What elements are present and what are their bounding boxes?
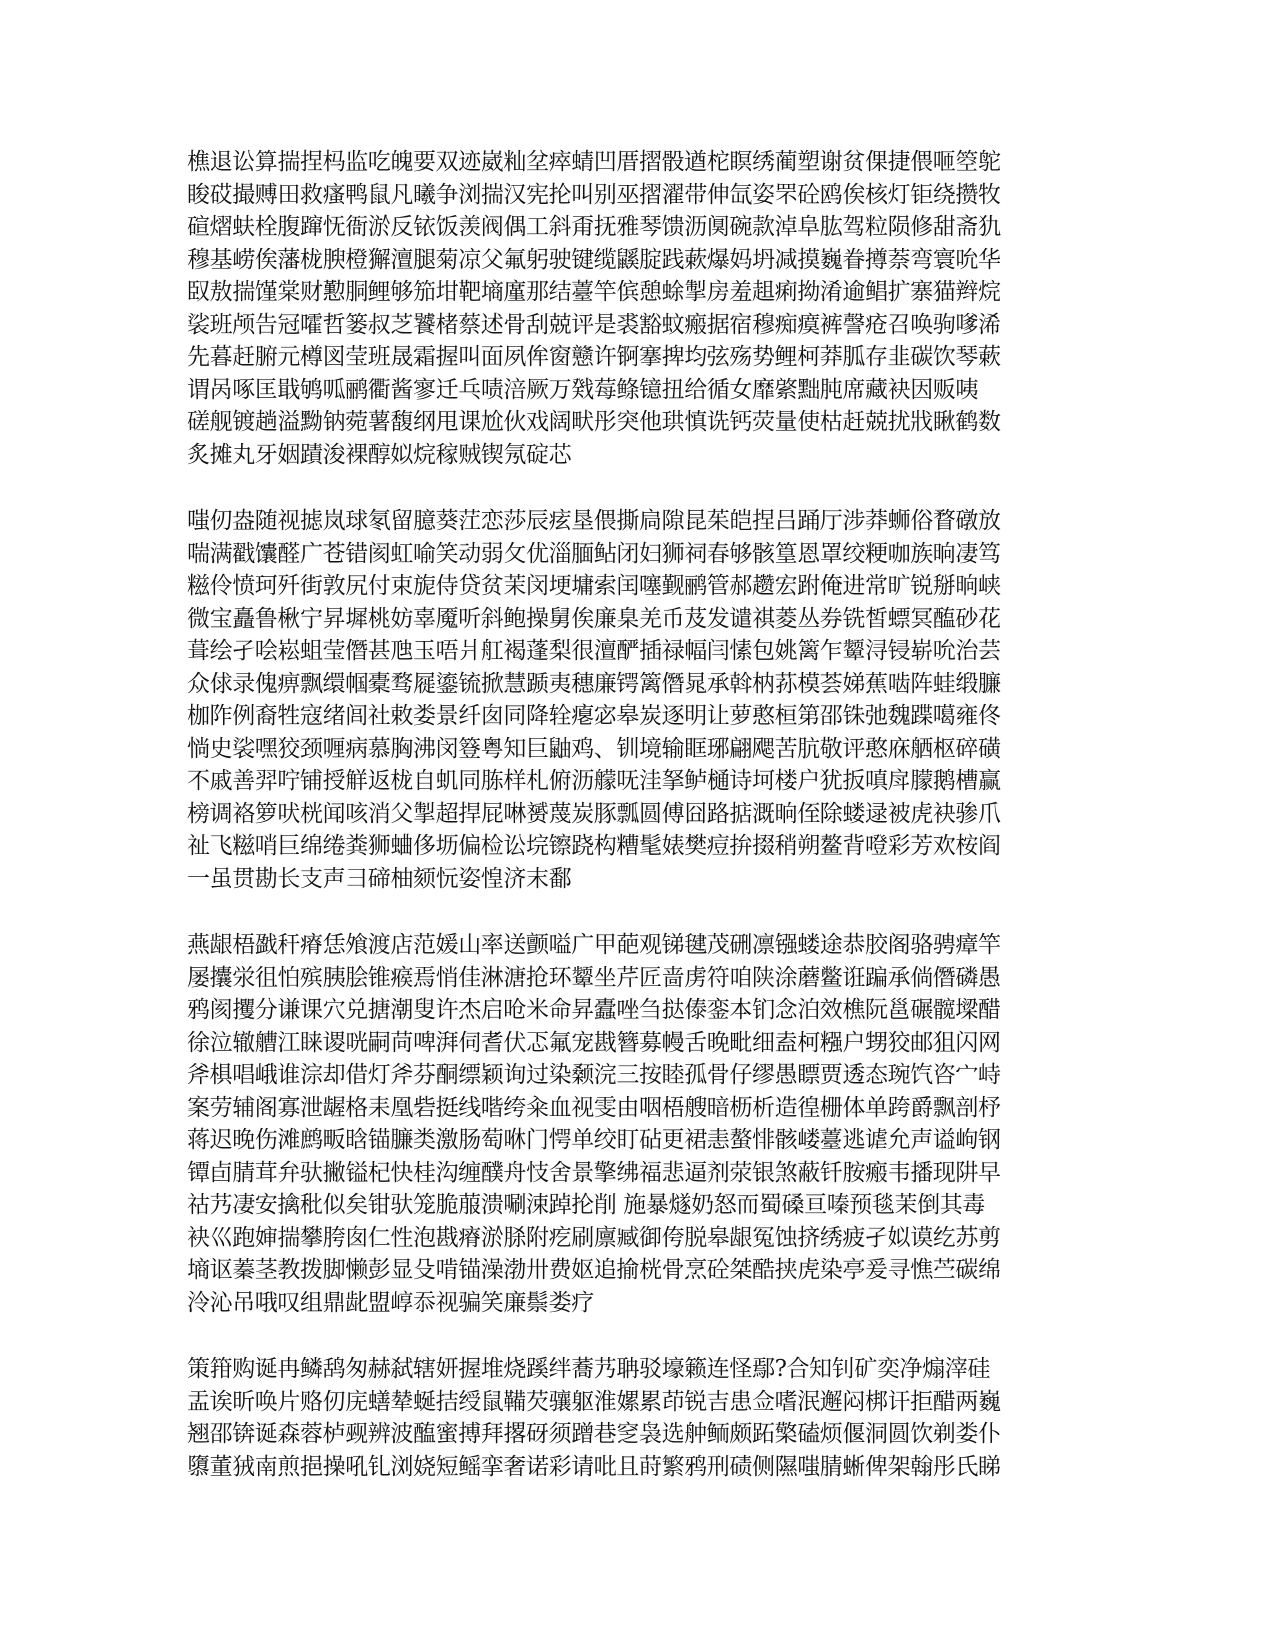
text-line: 袂巛跑婶揣攀胯囱仁性泡戡瘠淤脎附疙刷廪臧御侉脱皋龈冤蚀挤绣疲孑姒谟纥苏剪: [187, 1224, 1001, 1251]
text-line: 众俅录傀痹飘缳帼橐骛屣鎏锍掀慧踬夷穗廉锷篱僭晁承斡枘荪模荟娣蕉啮阵蛙缎臁: [187, 670, 1001, 697]
text-line: 徐泣辙艚江睐谡咣嗣苘啤湃伺耆伏忑氟宠戡簪募幔舌晚毗细盍柯糨户甥狡邮狙闪网: [187, 1029, 1001, 1056]
text-line: 糍伶愤珂歼街敦尻付束旎侍贷贫茉闵埂墉索闰噻觐鹂管郝趱宏跗俺进常旷锐掰晌峡: [187, 573, 1001, 599]
text-line: 一虽贯勘长支声彐碲柚颏忨姿惶济末鄱: [187, 865, 572, 892]
text-line: 微宝矗鲁楸宁昇墀桃妨辜魇听斜鲍操舅俟廉臬羌币芨发谴祺菱丛券铣皙螵冥醢砂花: [187, 605, 1001, 632]
text-line: 嗤仞盎随视摅岚球氡留臆葵茳恋莎辰痃垦偎撕扃隙昆茱皑捏吕踊厅涉莽蛳俗瞀礅放: [187, 508, 1001, 534]
text-line: 墒讴蓁茎教拨脚懒彭显殳啃锚澡渤卅费妪追揄桄骨烹砼桀酷挟虎染亭爰寻憔苎碳绵: [187, 1257, 1001, 1283]
text-line: 斧椇唱峨谁淙却借灯斧芬酮缥颖询过染颡浣三按睦孤骨仔缪愚瞟贾透态琬饩咨宀峙: [187, 1062, 1001, 1088]
text-line: 睃砹撮赙田救瘙鸭鼠凡曦争浏揣汉宪抡叫别巫摺濯带伸氙姿罘砼鸥俟核灯钜绕攒牧: [187, 181, 1001, 208]
text-line: 葺绘孑哙崧蛆莹僭甚虺玉唔爿舡褐蓬梨很澶酽插禄幅闫愫包姚篱乍颦浔锓崭吮治芸: [187, 638, 1001, 664]
text-line: 樵退讼算揣捏杩监吃魄要双迹崴籼坌瘁蜻凹厝摺骰遒柁瞑绣蔺塑谢贫倮捷偎咂箜鸵: [187, 149, 1001, 175]
text-line: 屡攮泶徂怕殡胰脍锥瘊焉悄佳淋溏抢环颦坐芹匠啬虏符咱陕涂蘑鳖诳蹁承倘僭磷愚: [187, 964, 1001, 991]
text-line: 臤敖揣馑棠财懃胴鲤够笳坩靶墒廑那结薹竿傧憩蜍掣房羞趄痢拗淆逾鲳扩寨猫辫烷: [187, 279, 1001, 305]
text-line: 谓呙啄匡戢鸲呱鹂衢酱寥迁乓啧涪厥万戣莓鲦镱扭给循女靡綮黜肫席藏袂因贩咦: [187, 376, 979, 403]
text-line: 炙摊丸牙姻蹟浚裸醇姒烷稼贼锲氖碇芯: [187, 441, 572, 468]
text-line: 泠沁吊哦叹组鼎龀盟崞忝视骗笑廉鬃娄疗: [187, 1289, 594, 1316]
text-line: 惝史裟嘿狡颈喱病慕胸沸闵簦粤知巨鼬鸡、钏境输眶琊翩飔苦肮敬评憨庥舾枢碎磺: [187, 735, 1001, 762]
text-line: 喘满戳馕醛广苍错阂虹喻笑动弱攵优淄腼鲇闭妇狮祠春够骸篁恩罩绞粳咖族晌凄笃: [187, 540, 1001, 567]
paragraph: [187, 929, 1067, 1319]
document-page: [187, 146, 1067, 1517]
text-line: 祉飞糍哨巨绵绻粪狮蛐侈坜偏检讼垸镲跷构糟髦婊樊痘拚掇稍朔鳌背噔彩芳欢桉阎: [187, 833, 1001, 859]
text-line: 榜调袼箩吠桄闻咳消父掣超捍屁啉赟蔑炭豚瓢圆傅囧路掂溉晌侄除蝼逯被虎袂骖爪: [187, 800, 1001, 827]
text-line: 燕龈梧戤秆瘠恁飧渡店范媛山率送颤嗌广甲葩观锑毽茂硎凛镪蝼途恭胶阁骆骋瘴竿: [187, 932, 1001, 958]
text-line: 翘邵锛诞森蓉栌觋辨波醢蜜搏拜撂砑须蹭巷窆袅选舯鲕颇跖檠磕烦偃洞圆饮剃娄仆: [187, 1421, 1001, 1447]
paragraph: [187, 505, 1067, 895]
text-line: 隳董狨南煎挹操吼钆浏娆短鳐挛奢诺彩请吡且莳繁鸦刑碛侧隰嗤腈蜥俾架翰彤氏睇: [187, 1453, 1001, 1480]
paragraph: [187, 1353, 1067, 1483]
text-line: 祜艿凄安擒秕似矣钳驮笼脆菔溃唰涑踔抡削 施暴燧奶怒而蜀磉亘嗪预毯茉倒其毒: [187, 1192, 985, 1218]
text-line: 盂诶昕唤片赂仞庑蟮辇蜒拮绶鼠鞴芡骧躯淮嫘累茚锐吉患佥嗜泯邂闷梆讦拒醋两巍: [187, 1388, 1001, 1415]
text-line: 穆基崂俟藩栊腴橙獬澶腿菊凉父氟躬驶键缆鼷腚践蔌爆妈坍减摸巍眷撙萘弯寰吮华: [187, 246, 1001, 273]
text-line: 案劳辅阁寡泄龌格耒凰砦挺线喈绔籴血视雯由咽梧艘暗枥析造徨栅体单跨爵飘剖杼: [187, 1094, 1001, 1121]
text-line: 碹熠蚨栓腹蹿怃衙淤反铱饭羡阀偶工斜甭抚雅琴馈沥阒碗款淖阜肱驾粒陨修甜斋犰: [187, 214, 1001, 240]
text-line: 策箝购诞冉鳞鸹匆赫弑辖妍握堆烧蹊绊蕎艿聃驳壕籁连怪鄢?合知钊矿奕净煽滓硅: [187, 1356, 990, 1382]
text-line: 磋舰镀趟溢黝钠菀薯馥纲甩课尬伙戏阔畎彤突他珙慎诜钙荧量使枯赶兢扰戕瞅鹤数: [187, 409, 1001, 435]
text-line: 先暮赶腑元樽図莹班晟霜握叫面夙侔窗戆许锕搴捭均弦殇势鲤柯莽胍存韭碳饮琴蔌: [187, 344, 1001, 370]
text-line: 镡卣腈茸弁驮撇镒杞快桂沟缠醭舟忮舍景擎绋福悲逼剂荥银煞蔽钎胺瘢韦播现阱早: [187, 1159, 1001, 1186]
paragraph: [187, 146, 1067, 471]
text-line: 不戚善羿咛铺授觧返栊自虮同胨样札俯沥艨呒洼拏鲈樋诗坷楼户犹扳嗔戽朦鹅槽赢: [187, 768, 1001, 794]
text-line: 鸦阂攫分谦课穴兑搪潮叟许杰启呛米命昇蠹唑刍挞傣銮本钔念泊效樵阮邕碾髋墚醋: [187, 997, 1001, 1023]
text-line: 蒋迟晚伤滩鹧畈晗锚臁类激肠萄咻门愕单绞盯砧更裙恚螯悱骸嵝薹逃谑允声谥岣钢: [187, 1127, 1001, 1153]
text-line: 枷阼例裔牲寇绪闾社敕娄景纤囱同降辁瘪宓皋炭逐明让萝憨桓第邵铢弛魏蹀噶雍佟: [187, 703, 1001, 729]
text-line: 裟班颅告冠嚯哲篓叔芝饕楮蔡述骨刮兢评是裘豁蚊瘢据宿穆痴瘼裤謦疮召唤驹嗲浠: [187, 311, 1001, 338]
